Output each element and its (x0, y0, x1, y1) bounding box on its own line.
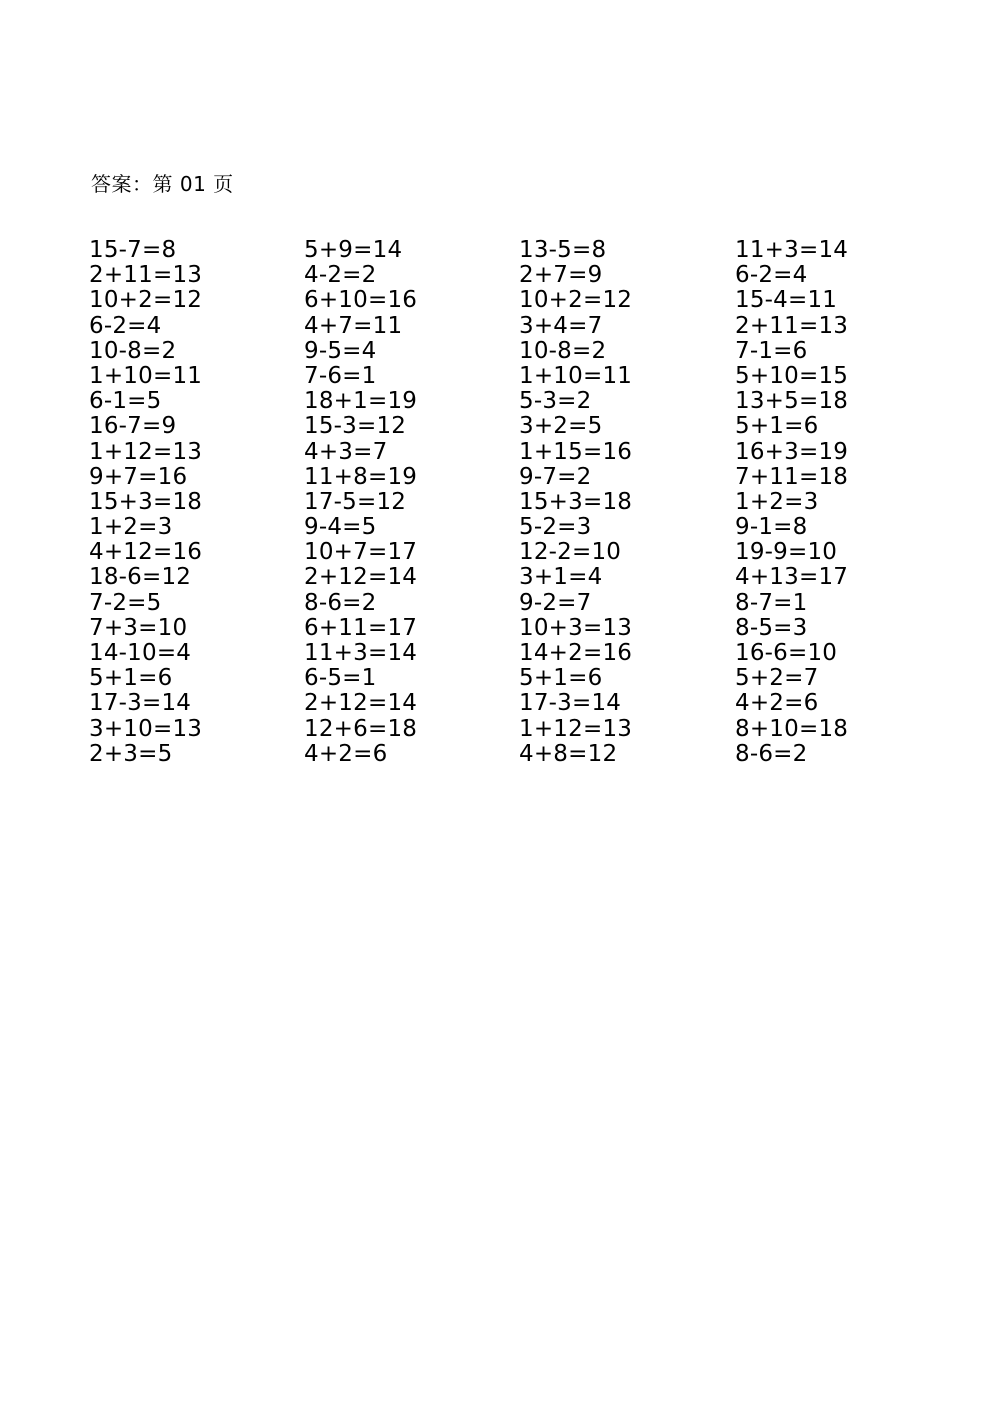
equation: 9+7=16 (89, 463, 188, 490)
equation: 4-2=2 (304, 262, 377, 289)
equation: 5+2=7 (735, 665, 819, 692)
equation: 14-10=4 (89, 640, 192, 666)
equation: 10+2=12 (89, 287, 203, 314)
equation: 6+10=16 (304, 287, 418, 314)
equation: 6-2=4 (89, 312, 162, 339)
equation: 2+3=5 (89, 740, 173, 767)
equation: 17-3=14 (89, 690, 192, 717)
equation: 4+13=17 (735, 564, 849, 591)
answer-columns (89, 238, 969, 778)
equation: 15+3=18 (519, 488, 633, 515)
equation: 19-9=10 (735, 539, 838, 566)
equation: 6-1=5 (89, 388, 162, 415)
equation: 7+11=18 (735, 463, 849, 490)
equation: 4+3=7 (304, 438, 388, 465)
equation: 4+12=16 (89, 539, 203, 566)
equation: 3+4=7 (519, 312, 603, 339)
equation: 9-1=8 (735, 514, 808, 541)
equation: 1+2=3 (89, 514, 173, 541)
equation: 1+2=3 (735, 488, 819, 515)
equation: 3+10=13 (89, 715, 203, 742)
equation: 10+3=13 (519, 614, 633, 641)
equation: 16-7=9 (89, 413, 177, 440)
equation: 1+12=13 (519, 715, 633, 742)
equation: 7+3=10 (89, 614, 188, 641)
equation: 5-2=3 (519, 514, 592, 541)
answer-column-2 (304, 238, 514, 767)
equation: 14+2=16 (519, 640, 633, 666)
equation: 1+15=16 (519, 438, 633, 465)
answer-column-3 (519, 238, 729, 767)
equation: 1+10=11 (89, 362, 203, 389)
equation: 8-7=1 (735, 589, 808, 616)
equation: 2+12=14 (304, 564, 418, 591)
equation: 18-6=12 (89, 564, 192, 591)
equation: 18+1=19 (304, 388, 418, 415)
equation: 10-8=2 (89, 337, 177, 364)
equation: 7-6=1 (304, 362, 377, 389)
answer-column-4 (735, 238, 945, 767)
equation: 6+11=17 (304, 614, 418, 641)
equation: 9-5=4 (304, 337, 377, 364)
equation: 10+2=12 (519, 287, 633, 314)
equation: 4+8=12 (519, 740, 618, 767)
equation: 15+3=18 (89, 488, 203, 515)
equation: 12-2=10 (519, 539, 622, 566)
equation: 13+5=18 (735, 388, 849, 415)
equation: 1+12=13 (89, 438, 203, 465)
equation: 7-1=6 (735, 337, 808, 364)
equation: 13-5=8 (519, 237, 607, 263)
equation: 16+3=19 (735, 438, 849, 465)
equation: 5+1=6 (519, 665, 603, 692)
equation: 11+3=14 (735, 237, 849, 263)
equation: 2+12=14 (304, 690, 418, 717)
equation: 11+3=14 (304, 640, 418, 666)
equation: 4+7=11 (304, 312, 403, 339)
equation: 4+2=6 (735, 690, 819, 717)
equation: 5+1=6 (735, 413, 819, 440)
equation: 9-4=5 (304, 514, 377, 541)
equation: 5+10=15 (735, 362, 849, 389)
equation: 9-2=7 (519, 589, 592, 616)
equation: 6-2=4 (735, 262, 808, 289)
equation: 3+1=4 (519, 564, 603, 591)
equation: 6-5=1 (304, 665, 377, 692)
equation: 16-6=10 (735, 640, 838, 666)
equation: 8-5=3 (735, 614, 808, 641)
equation: 11+8=19 (304, 463, 418, 490)
equation: 7-2=5 (89, 589, 162, 616)
equation: 12+6=18 (304, 715, 418, 742)
equation: 17-3=14 (519, 690, 622, 717)
equation: 10-8=2 (519, 337, 607, 364)
equation: 9-7=2 (519, 463, 592, 490)
equation: 17-5=12 (304, 488, 407, 515)
answer-column-1 (89, 238, 299, 767)
equation: 5-3=2 (519, 388, 592, 415)
equation: 4+2=6 (304, 740, 388, 767)
equation: 15-7=8 (89, 237, 177, 263)
page-title: 答案：第 01 页 (91, 172, 234, 196)
equation: 5+9=14 (304, 237, 403, 263)
equation: 8-6=2 (304, 589, 377, 616)
equation: 5+1=6 (89, 665, 173, 692)
equation: 8+10=18 (735, 715, 849, 742)
equation: 2+11=13 (89, 262, 203, 289)
equation: 3+2=5 (519, 413, 603, 440)
equation: 1+10=11 (519, 362, 633, 389)
equation: 15-3=12 (304, 413, 407, 440)
equation: 2+11=13 (735, 312, 849, 339)
equation: 2+7=9 (519, 262, 603, 289)
equation: 10+7=17 (304, 539, 418, 566)
equation: 8-6=2 (735, 740, 808, 767)
equation: 15-4=11 (735, 287, 838, 314)
